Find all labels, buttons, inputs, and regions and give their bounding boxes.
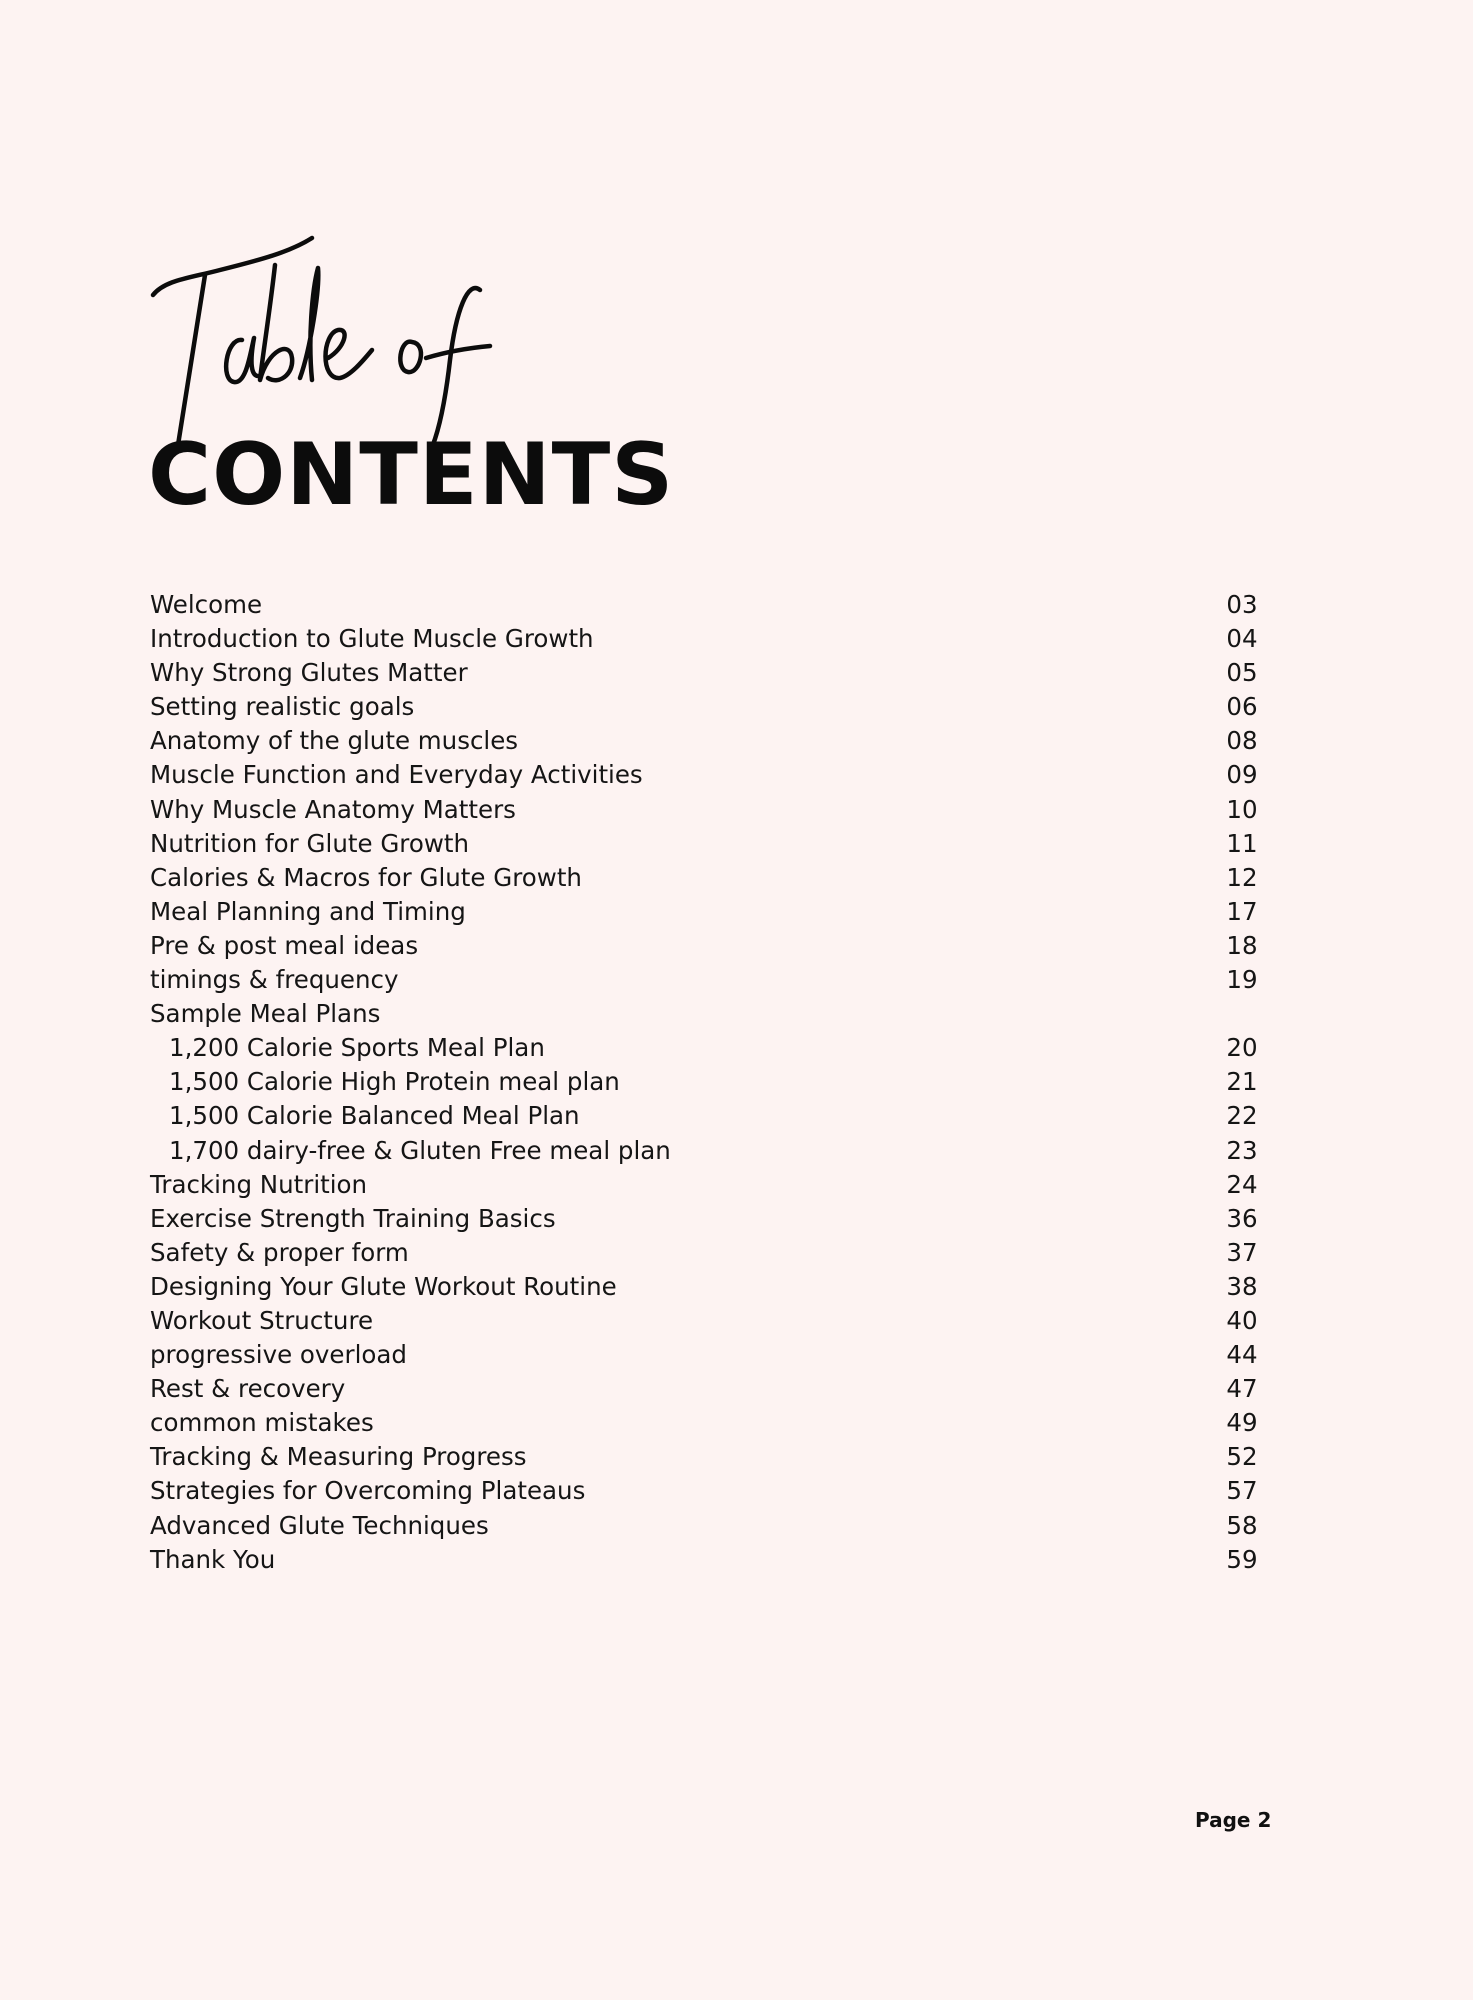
toc-entry[interactable] bbox=[150, 1134, 1272, 1168]
script-title bbox=[150, 230, 510, 450]
toc-entry-page: 22 bbox=[1226, 1101, 1258, 1131]
toc-entry-page: 21 bbox=[1226, 1067, 1258, 1097]
table-of-contents bbox=[150, 588, 1272, 1577]
toc-entry-page: 37 bbox=[1226, 1237, 1258, 1267]
toc-entry-page: 08 bbox=[1226, 726, 1258, 756]
toc-entry-title: 1,700 dairy-free & Gluten Free meal plan bbox=[169, 1135, 671, 1165]
toc-entry[interactable] bbox=[150, 793, 1272, 827]
toc-entry[interactable] bbox=[150, 1474, 1272, 1508]
toc-entry-page: 57 bbox=[1226, 1476, 1258, 1506]
toc-entry-page: 12 bbox=[1226, 862, 1258, 892]
toc-entry-page: 06 bbox=[1226, 692, 1258, 722]
toc-entry-title: Safety & proper form bbox=[150, 1237, 409, 1267]
toc-entry-title: Rest & recovery bbox=[150, 1374, 346, 1404]
toc-entry[interactable] bbox=[150, 861, 1272, 895]
toc-entry-page: 18 bbox=[1226, 930, 1258, 960]
toc-entry-title: Sample Meal Plans bbox=[150, 999, 381, 1029]
toc-entry-title: Why Strong Glutes Matter bbox=[150, 658, 468, 688]
toc-entry-page: 11 bbox=[1226, 828, 1258, 858]
toc-entry[interactable] bbox=[150, 1065, 1272, 1099]
toc-entry-title: Welcome bbox=[150, 590, 263, 619]
toc-entry-page: 36 bbox=[1226, 1203, 1258, 1233]
toc-entry-page: 47 bbox=[1226, 1374, 1258, 1404]
toc-entry[interactable] bbox=[150, 1440, 1272, 1474]
toc-entry-title: 1,500 Calorie High Protein meal plan bbox=[169, 1067, 620, 1097]
toc-entry-title: common mistakes bbox=[150, 1408, 374, 1438]
toc-entry-page: 23 bbox=[1226, 1135, 1258, 1165]
toc-entry[interactable] bbox=[150, 1202, 1272, 1236]
toc-entry-title: Anatomy of the glute muscles bbox=[150, 726, 519, 756]
toc-entry-page: 03 bbox=[1226, 590, 1258, 619]
toc-entry[interactable] bbox=[150, 1304, 1272, 1338]
toc-entry[interactable] bbox=[150, 929, 1272, 963]
toc-entry-title: progressive overload bbox=[150, 1340, 407, 1370]
toc-entry-title: Pre & post meal ideas bbox=[150, 930, 419, 960]
toc-entry[interactable] bbox=[150, 690, 1272, 724]
toc-entry-page: 44 bbox=[1226, 1340, 1258, 1370]
toc-entry-title: Calories & Macros for Glute Growth bbox=[150, 862, 582, 892]
toc-entry[interactable] bbox=[150, 758, 1272, 792]
toc-entry[interactable] bbox=[150, 963, 1272, 997]
page-number-footer: Page 2 bbox=[1195, 1808, 1272, 1832]
toc-entry-title: Advanced Glute Techniques bbox=[150, 1510, 489, 1540]
toc-entry-page: 40 bbox=[1226, 1305, 1258, 1335]
toc-entry-page: 49 bbox=[1226, 1408, 1258, 1438]
toc-entry[interactable] bbox=[150, 1372, 1272, 1406]
toc-entry-title: Exercise Strength Training Basics bbox=[150, 1203, 556, 1233]
toc-entry-title: Thank You bbox=[150, 1544, 276, 1574]
toc-entry-page: 10 bbox=[1226, 794, 1258, 824]
toc-entry-page: 52 bbox=[1226, 1442, 1258, 1472]
toc-entry-page: 58 bbox=[1226, 1510, 1258, 1540]
toc-entry[interactable] bbox=[150, 724, 1272, 758]
toc-entry-page: 17 bbox=[1226, 896, 1258, 926]
script-title-lettering bbox=[150, 230, 510, 450]
toc-entry-title: Setting realistic goals bbox=[150, 692, 415, 722]
toc-entry[interactable] bbox=[150, 827, 1272, 861]
toc-entry-title: Tracking & Measuring Progress bbox=[150, 1442, 527, 1472]
toc-entry[interactable] bbox=[150, 622, 1272, 656]
toc-entry[interactable] bbox=[150, 1168, 1272, 1202]
toc-entry[interactable] bbox=[150, 588, 1272, 622]
toc-entry-title: Muscle Function and Everyday Activities bbox=[150, 760, 643, 790]
toc-entry[interactable] bbox=[150, 1406, 1272, 1440]
toc-entry[interactable] bbox=[150, 656, 1272, 690]
toc-entry-title: 1,500 Calorie Balanced Meal Plan bbox=[169, 1101, 580, 1131]
toc-entry-page: 24 bbox=[1226, 1169, 1258, 1199]
toc-entry-page: 38 bbox=[1226, 1271, 1258, 1301]
toc-entry[interactable] bbox=[150, 997, 1272, 1031]
toc-entry-title: Nutrition for Glute Growth bbox=[150, 828, 470, 858]
toc-entry-title: Workout Structure bbox=[150, 1305, 374, 1335]
toc-entry[interactable] bbox=[150, 1031, 1272, 1065]
toc-entry-title: Introduction to Glute Muscle Growth bbox=[150, 624, 594, 654]
toc-entry-title: Designing Your Glute Workout Routine bbox=[150, 1271, 617, 1301]
toc-entry-page: 09 bbox=[1226, 760, 1258, 790]
toc-entry-page: 59 bbox=[1226, 1544, 1258, 1574]
toc-entry[interactable] bbox=[150, 1543, 1272, 1577]
toc-entry-title: Strategies for Overcoming Plateaus bbox=[150, 1476, 586, 1506]
toc-entry[interactable] bbox=[150, 1236, 1272, 1270]
toc-entry[interactable] bbox=[150, 895, 1272, 929]
toc-entry[interactable] bbox=[150, 1270, 1272, 1304]
toc-entry-title: timings & frequency bbox=[150, 965, 399, 995]
toc-entry-page: 19 bbox=[1226, 965, 1258, 995]
toc-entry-title: Meal Planning and Timing bbox=[150, 896, 466, 926]
toc-entry-page: 20 bbox=[1226, 1033, 1258, 1063]
toc-entry[interactable] bbox=[150, 1509, 1272, 1543]
toc-entry-page: 05 bbox=[1226, 658, 1258, 688]
toc-entry-page: 04 bbox=[1226, 624, 1258, 654]
toc-entry[interactable] bbox=[150, 1099, 1272, 1133]
toc-entry[interactable] bbox=[150, 1338, 1272, 1372]
toc-entry-title: Tracking Nutrition bbox=[150, 1169, 368, 1199]
toc-entry-title: Why Muscle Anatomy Matters bbox=[150, 794, 516, 824]
page-title: CONTENTS bbox=[148, 425, 675, 525]
toc-entry-title: 1,200 Calorie Sports Meal Plan bbox=[169, 1033, 545, 1063]
